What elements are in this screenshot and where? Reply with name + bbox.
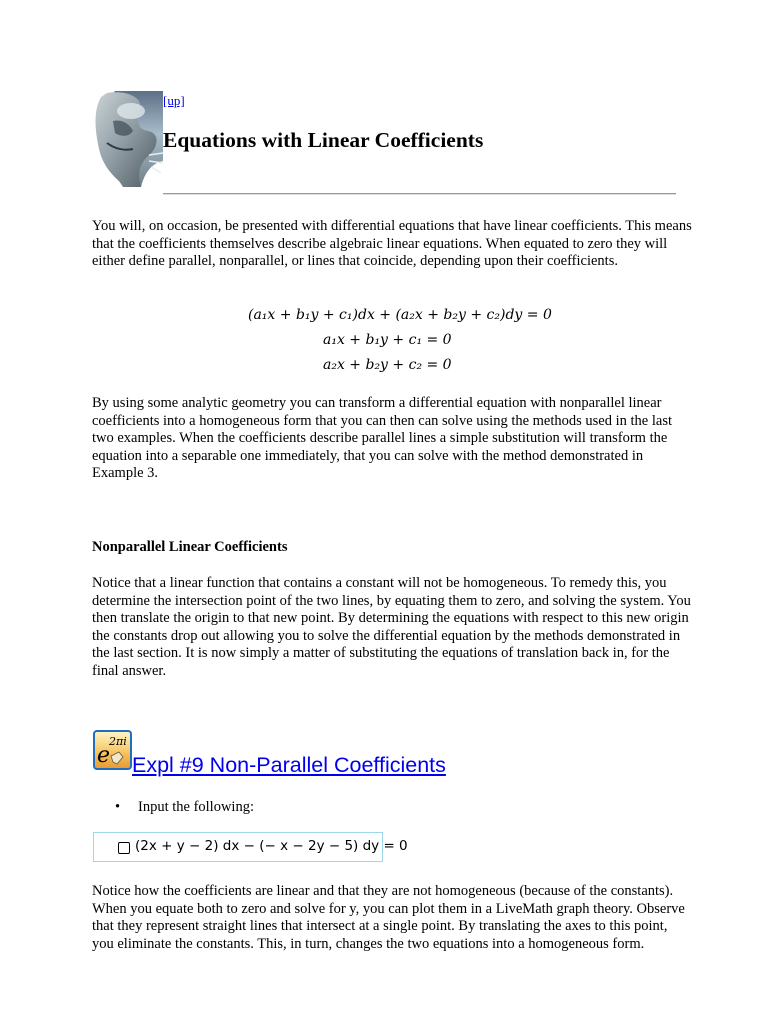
bullet-point: • <box>115 799 121 815</box>
sculpted-face-logo <box>93 91 163 187</box>
analytic-geometry-paragraph: By using some analytic geometry you can transform a differential equation with nonparallel linear coefficients into a homogeneous form that you can then can solve using the methods used in the last two examples. When the coefficients describe parallel lines a simple substitution will transform the equation into a separable one immediately, that you can solve with the method demonstrated in Example 3. <box>92 395 672 481</box>
livemath-input-field[interactable] <box>93 832 408 862</box>
nonparallel-paragraph: Notice that a linear function that contains a constant will not be homogeneous. To remedy this, you determine the intersection point of the two lines, by equating them to zero, and solving the system. You then translate the origin to that new point. By determining the equations with respect to this new origin the constants drop out allowing you to solve the differential equation by the methods demonstrated in the last section. It is now simply a matter of substituting the equations of translation back in, for the final answer. <box>92 575 691 679</box>
up-link[interactable]: [up] <box>163 93 185 108</box>
expression-checkbox[interactable] <box>118 842 130 854</box>
e-2pi-i-hand-icon[interactable] <box>93 730 132 770</box>
icon-e-text: e <box>97 743 111 768</box>
page-title: Equations with Linear Coefficients <box>163 128 484 152</box>
horizontal-rule <box>163 193 676 195</box>
equation-line-1: a₁x + b₁y + c₁ = 0 <box>323 332 452 348</box>
bullet-text: Input the following: <box>138 799 254 815</box>
icon-exponent-text: 2πi <box>109 735 127 748</box>
equation-general: (a₁x + b₁y + c₁)dx + (a₂x + b₂y + c₂)dy = 0 <box>248 307 552 323</box>
section-heading: Nonparallel Linear Coefficients <box>92 539 288 555</box>
example-link[interactable]: Expl #9 Non-Parallel Coefficients <box>132 753 446 777</box>
example-paragraph: Notice how the coefficients are linear and that they are not homogeneous (because of the constants). When you equate both to zero and solve for y, you can plot them in a LiveMath graph theory. Observe that they represent straight lines that intersect at a single point. By translating the axes to this point, you eliminate the constants. This, in turn, changes the two equations into a homogeneous form. <box>92 883 685 952</box>
intro-paragraph: You will, on occasion, be presented with differential equations that have linear coefficients. This means that the coefficients themselves describe algebraic linear equations. When equated to zero they will either define parallel, nonparallel, or lines that coincide, depending upon their coefficients. <box>92 218 692 269</box>
input-expression: (2x + y − 2) dx − (− x − 2y − 5) dy = 0 <box>135 838 408 854</box>
equation-line-2: a₂x + b₂y + c₂ = 0 <box>323 357 452 373</box>
